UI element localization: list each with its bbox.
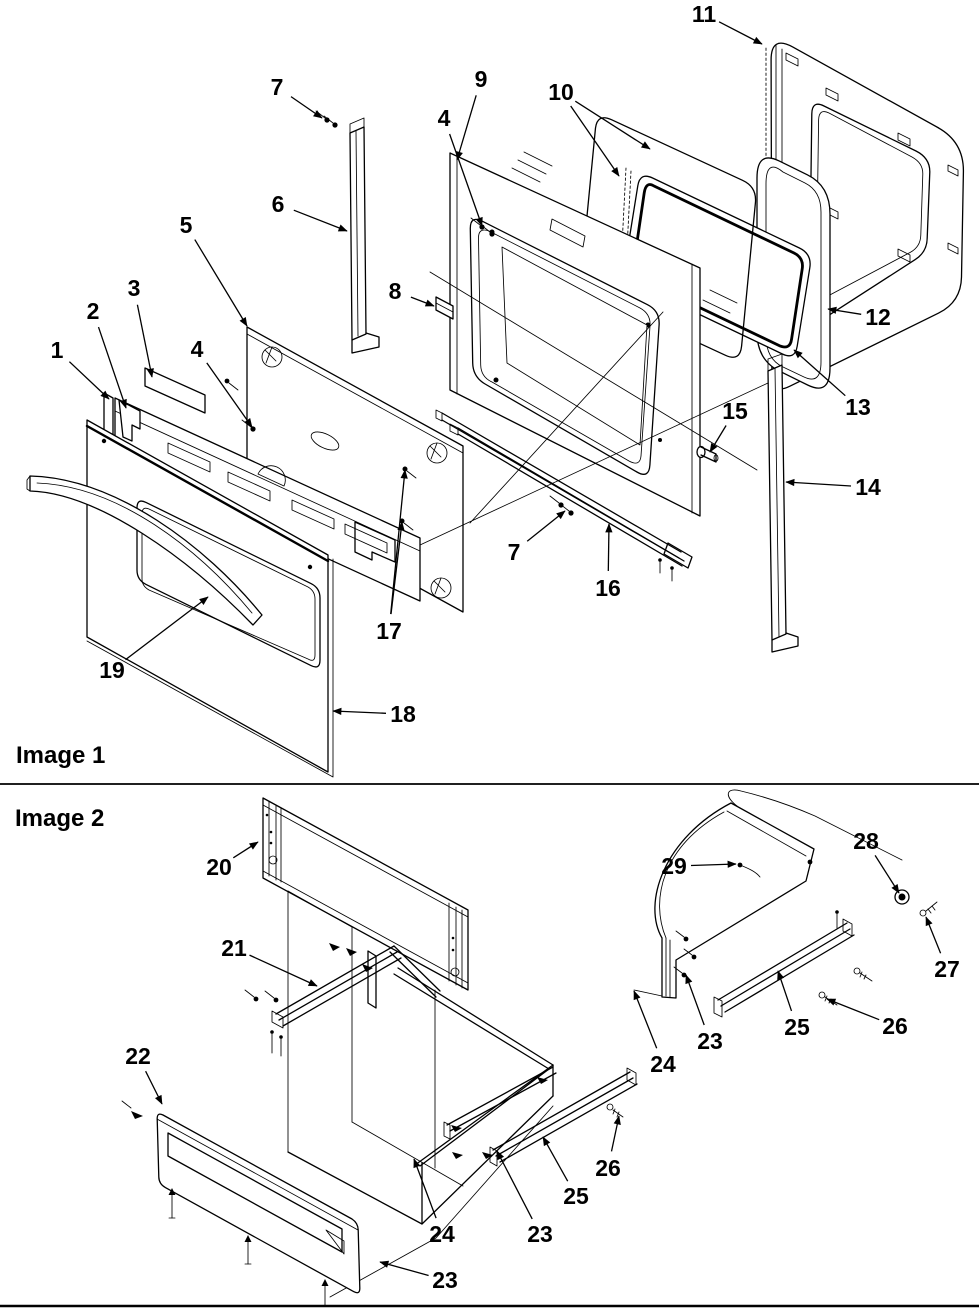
callout-label-17: 17 <box>376 618 402 644</box>
callout-label-8: 8 <box>388 278 402 304</box>
leader-line-part-23 <box>380 1262 429 1276</box>
screw-27 <box>920 910 926 916</box>
leader-line-part-25 <box>543 1137 568 1181</box>
callout-label-3: 3 <box>127 275 141 301</box>
callout-label-16: 16 <box>595 575 621 601</box>
leader-line-part-23 <box>686 975 704 1025</box>
callout-label-4: 4 <box>190 336 204 362</box>
leader-line-part-14 <box>786 482 851 486</box>
right-cluster-fasteners <box>819 890 937 1005</box>
leader-line-part-6 <box>294 210 347 231</box>
leader-line-part-20 <box>233 842 258 858</box>
leader-line-part-28 <box>875 855 899 893</box>
callout-label-25: 25 <box>784 1014 810 1040</box>
bolt-26-b <box>854 968 860 974</box>
callout-label-26: 26 <box>595 1155 621 1181</box>
leader-line-part-22 <box>146 1071 162 1104</box>
leader-line-part-11 <box>719 22 762 44</box>
leader-line-part-26 <box>827 999 879 1020</box>
section-image-1 <box>16 1 963 777</box>
part-22-drawer-front-panel <box>157 1114 360 1293</box>
callout-label-24: 24 <box>429 1221 455 1247</box>
leader-line-part-7 <box>291 97 322 118</box>
callout-label-19: 19 <box>99 657 125 683</box>
callout-label-7: 7 <box>270 74 284 100</box>
leader-line-part-2 <box>99 327 127 408</box>
callout-label-24: 24 <box>650 1051 676 1077</box>
callout-label-14: 14 <box>855 474 881 500</box>
leader-line-part-10 <box>575 101 650 149</box>
leader-line-part-9 <box>457 95 476 160</box>
part-6-vertical-trim-strip <box>350 118 379 353</box>
leader-line-part-21 <box>250 955 318 986</box>
bolt-26-a <box>819 992 825 998</box>
callout-label-12: 12 <box>865 304 891 330</box>
callout-label-2: 2 <box>86 298 100 324</box>
callout-label-9: 9 <box>474 66 488 92</box>
callout-label-10: 10 <box>548 79 574 105</box>
callout-label-4: 4 <box>437 105 451 131</box>
callout-label-27: 27 <box>934 956 960 982</box>
callout-label-11: 11 <box>691 1 717 27</box>
leader-line-part-5 <box>195 240 247 326</box>
callout-label-23: 23 <box>697 1028 723 1054</box>
callout-label-15: 15 <box>722 398 748 424</box>
callout-label-29: 29 <box>661 853 687 879</box>
section-title-image-2: Image 2 <box>15 805 105 832</box>
callout-label-28: 28 <box>853 828 879 854</box>
callout-label-13: 13 <box>845 394 871 420</box>
leader-line-part-10 <box>571 106 619 176</box>
callout-label-20: 20 <box>206 854 232 880</box>
part-14-side-trim-strip <box>768 354 798 652</box>
callout-label-1: 1 <box>50 337 64 363</box>
leader-line-part-3 <box>137 305 152 377</box>
leader-line-part-16 <box>608 524 609 571</box>
leader-line-part-23 <box>497 1151 532 1219</box>
callout-label-25: 25 <box>563 1183 589 1209</box>
leader-line-part-1 <box>69 362 109 399</box>
leader-line-part-24 <box>634 991 657 1048</box>
callout-label-21: 21 <box>221 935 247 961</box>
part-24-side-panel <box>634 790 902 998</box>
callout-label-5: 5 <box>179 212 193 238</box>
leader-line-part-27 <box>926 917 941 953</box>
leader-line-part-26 <box>612 1116 620 1151</box>
part-23-mounted-rail <box>444 1067 556 1159</box>
leader-line-part-15 <box>710 426 726 453</box>
leader-line-part-4 <box>207 363 252 427</box>
leader-line-part-18 <box>333 711 386 713</box>
leader-line-part-8 <box>411 297 434 306</box>
callout-label-26: 26 <box>882 1013 908 1039</box>
callout-label-18: 18 <box>390 701 416 727</box>
section-title-image-1: Image 1 <box>16 742 106 769</box>
leader-line-part-24 <box>414 1159 436 1218</box>
section-image-2 <box>15 790 960 1306</box>
callout-label-22: 22 <box>125 1043 151 1069</box>
part-21-slide-rail <box>245 943 440 1056</box>
callout-label-7: 7 <box>507 539 521 565</box>
part-25-slide-rail-middle <box>490 1068 637 1166</box>
callout-label-23: 23 <box>432 1267 458 1293</box>
callout-label-23: 23 <box>527 1221 553 1247</box>
leader-line-part-7 <box>527 511 565 541</box>
callout-label-6: 6 <box>271 191 285 217</box>
